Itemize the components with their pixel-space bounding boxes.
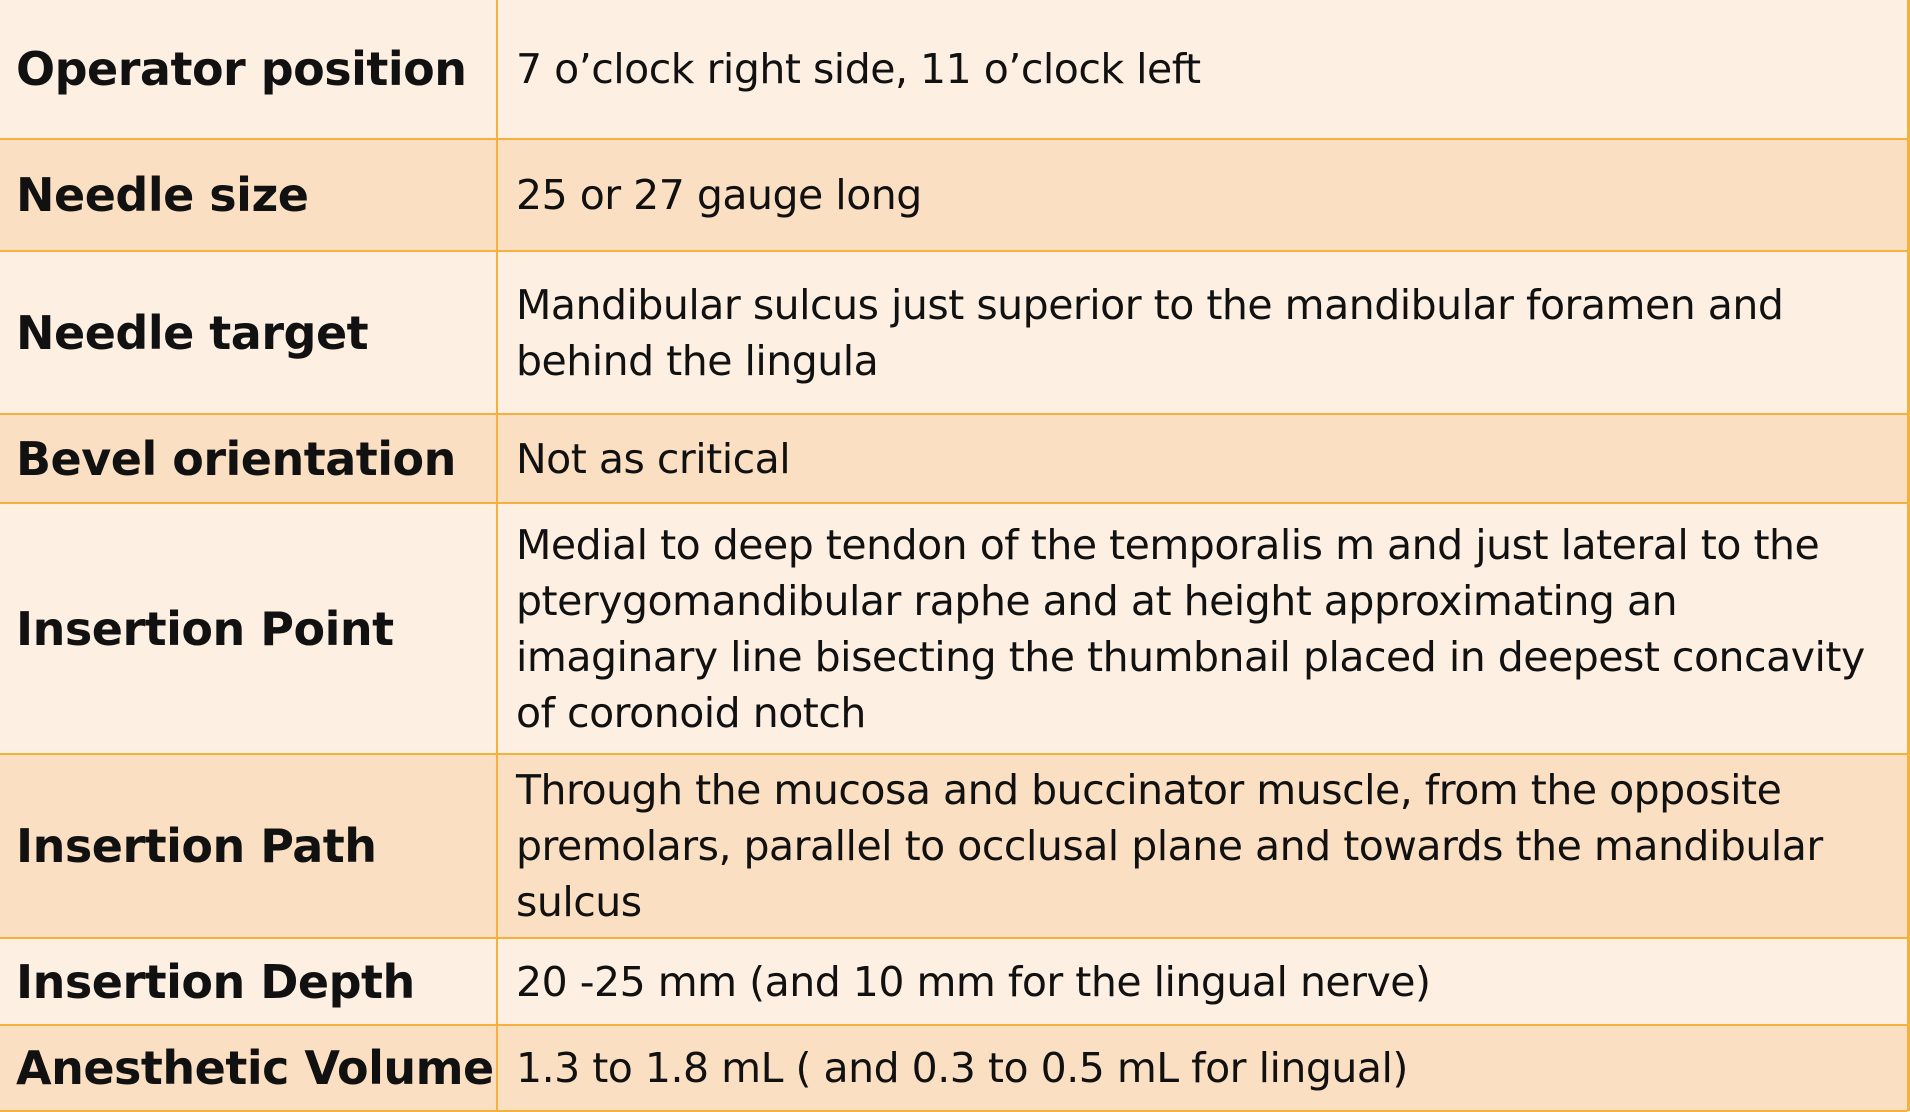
parameter-value: 20 -25 mm (and 10 mm for the lingual nerve) [516,957,1431,1006]
parameter-label: Insertion Point [16,601,394,656]
parameter-label: Insertion Path [16,819,377,873]
parameter-cell [0,503,497,754]
parameter-value: 1.3 to 1.8 mL ( and 0.3 to 0.5 mL for lingual) [516,1044,1408,1092]
value-cell [497,0,1907,139]
parameter-label: Insertion Depth [16,954,415,1009]
parameter-cell [0,251,497,414]
parameter-value: Not as critical [516,434,791,483]
table-row [0,938,1907,1025]
parameter-value: Medial to deep tendon of the temporalis m and just lateral to the pterygomandibular raphe and at height approximating an imaginary line bisecting the thumbnail placed in deepest concavity of coronoid notch [516,520,1865,737]
value-cell [497,414,1907,503]
table-row [0,251,1907,414]
value-cell [497,503,1907,754]
parameter-cell [0,414,497,503]
parameter-cell [0,938,497,1025]
table-row [0,754,1907,938]
parameter-label: Bevel orientation [16,431,456,486]
table-row [0,0,1907,139]
value-cell [497,251,1907,414]
value-cell [497,139,1907,251]
parameter-label: Needle size [16,168,309,222]
parameter-label: Needle target [16,305,369,360]
table-row [0,503,1907,754]
parameter-label: Operator position [16,42,467,96]
value-cell [497,938,1907,1025]
value-cell [497,1025,1907,1111]
table-row [0,1025,1907,1111]
table-row [0,414,1907,503]
parameter-cell [0,1025,497,1111]
parameter-value: 7 o’clock right side, 11 o’clock left [516,45,1201,93]
parameter-value: Through the mucosa and buccinator muscle, from the opposite premolars, parallel to occlusal plane and towards the mandibular sulcus [516,766,1823,926]
parameter-cell [0,0,497,139]
parameter-cell [0,139,497,251]
parameter-value: 25 or 27 gauge long [516,171,922,219]
parameter-cell [0,754,497,938]
parameter-value: Mandibular sulcus just superior to the mandibular foramen and behind the lingula [516,280,1784,385]
table-row [0,139,1907,251]
parameter-label: Anesthetic Volume [16,1041,494,1095]
value-cell [497,754,1907,938]
